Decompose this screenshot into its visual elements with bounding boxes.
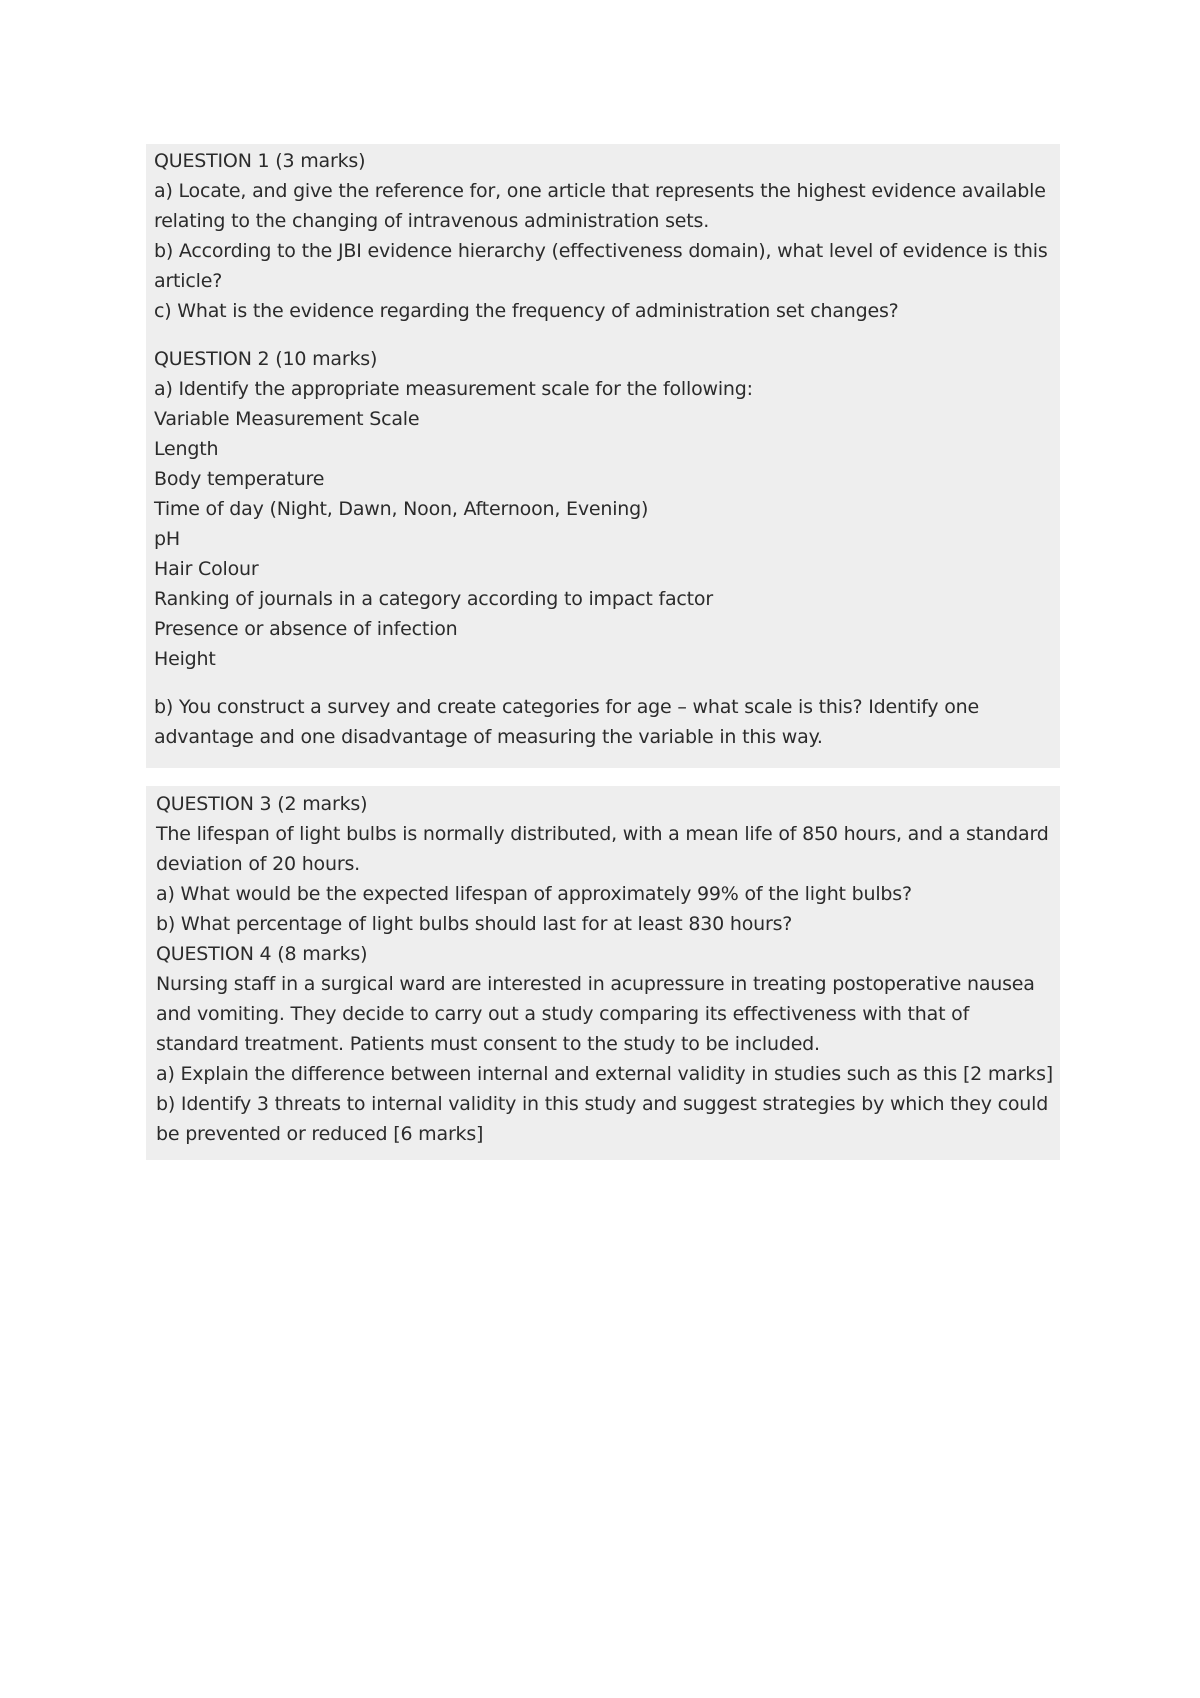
variable-item: Body temperature (154, 468, 325, 490)
variable-item: pH (154, 528, 180, 550)
question-1-line: relating to the changing of intravenous administration sets. (154, 210, 710, 232)
question-4-line: Nursing staff in a surgical ward are interested in acupressure in treating postoperative nausea (156, 973, 1035, 995)
question-2-part-b: b) You construct a survey and create categories for age – what scale is this? Identify one (154, 696, 979, 718)
question-2-heading: QUESTION 2 (10 marks) (154, 348, 378, 370)
variable-item: Ranking of journals in a category according to impact factor (154, 588, 713, 610)
questions-3-4-panel (146, 786, 1060, 1160)
question-1-line: a) Locate, and give the reference for, one article that represents the highest evidence available (154, 180, 1046, 202)
question-1-line: article? (154, 270, 223, 292)
question-1-line: b) According to the JBI evidence hierarchy (effectiveness domain), what level of evidence is this (154, 240, 1048, 262)
variable-item: Length (154, 438, 219, 460)
question-3-line: a) What would be the expected lifespan of approximately 99% of the light bulbs? (156, 883, 912, 905)
question-1-line: c) What is the evidence regarding the frequency of administration set changes? (154, 300, 899, 322)
question-2-part-a: a) Identify the appropriate measurement scale for the following: (154, 378, 753, 400)
variable-item: Time of day (Night, Dawn, Noon, Afternoon, Evening) (154, 498, 649, 520)
variable-item: Height (154, 648, 216, 670)
question-4-heading: QUESTION 4 (8 marks) (156, 943, 368, 965)
question-3-heading: QUESTION 3 (2 marks) (156, 793, 368, 815)
question-4-line: be prevented or reduced [6 marks] (156, 1123, 484, 1145)
question-2-part-b: advantage and one disadvantage of measuring the variable in this way. (154, 726, 823, 748)
question-4-line: a) Explain the difference between internal and external validity in studies such as this [2 marks] (156, 1063, 1053, 1085)
question-3-line: b) What percentage of light bulbs should last for at least 830 hours? (156, 913, 793, 935)
question-4-line: and vomiting. They decide to carry out a study comparing its effectiveness with that of (156, 1003, 970, 1025)
question-3-line: The lifespan of light bulbs is normally distributed, with a mean life of 850 hours, and a standard (156, 823, 1049, 845)
spacer (154, 674, 1052, 692)
variable-item: Hair Colour (154, 558, 259, 580)
question-4-line: standard treatment. Patients must consent to the study to be included. (156, 1033, 820, 1055)
measurement-table-header: Variable Measurement Scale (154, 408, 420, 430)
variable-item: Presence or absence of infection (154, 618, 458, 640)
question-1-heading: QUESTION 1 (3 marks) (154, 150, 366, 172)
questions-1-2-panel (146, 144, 1060, 768)
spacer (154, 326, 1052, 344)
question-4-line: b) Identify 3 threats to internal validity in this study and suggest strategies by which they could (156, 1093, 1049, 1115)
question-3-line: deviation of 20 hours. (156, 853, 360, 875)
